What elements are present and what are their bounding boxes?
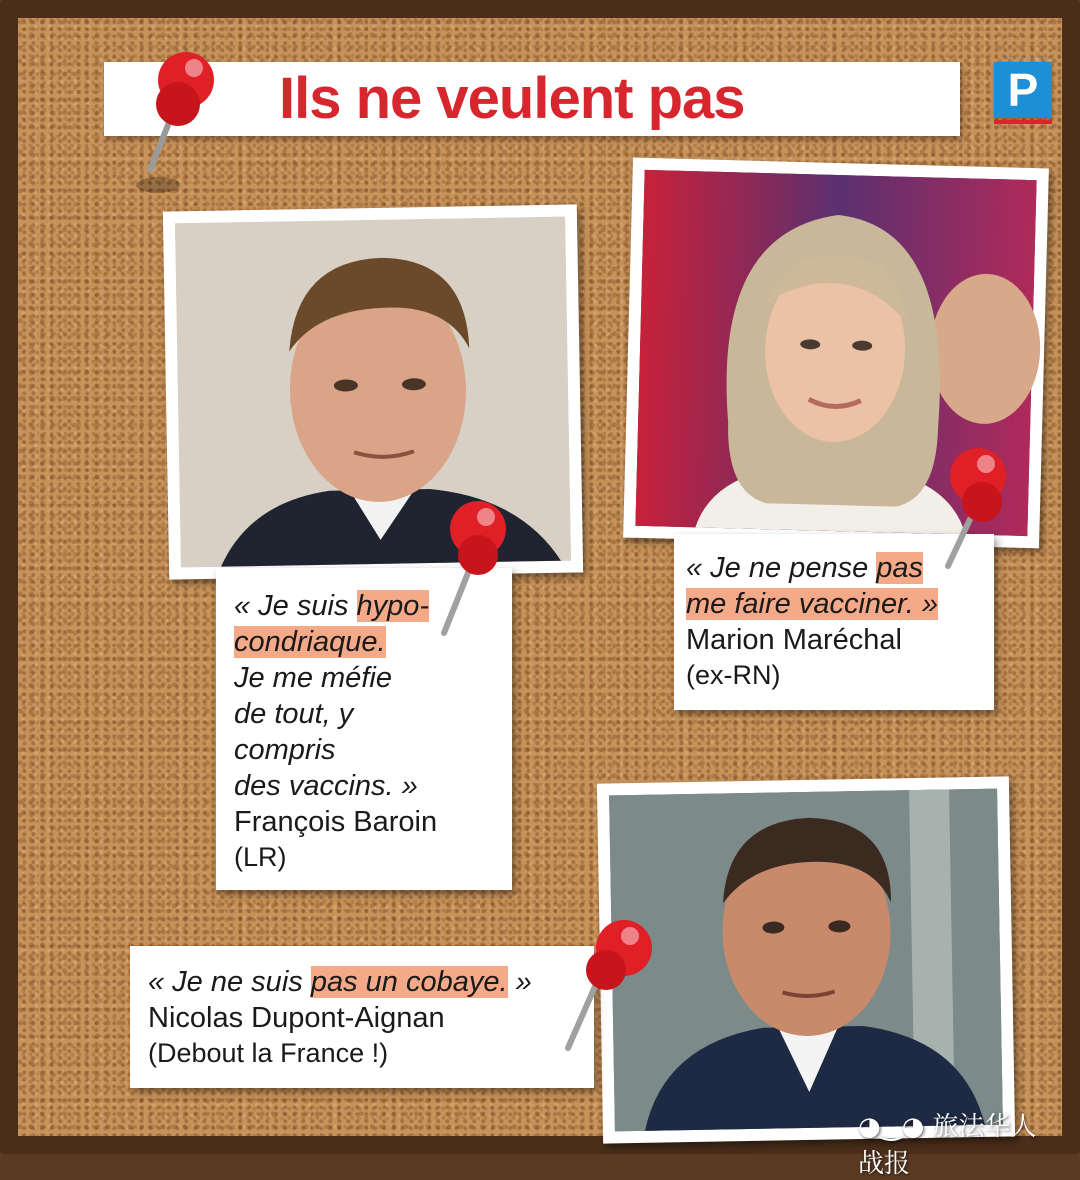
publisher-logo: P [994,62,1052,118]
photo-nicolas-dupont-aignan [597,776,1015,1143]
photo-francois-baroin [163,204,583,579]
push-pin-icon [538,908,638,1058]
speaker-party: (LR) [234,842,287,872]
speaker-name: Nicolas Dupont-Aignan [148,1002,445,1034]
push-pin-icon [918,438,1018,588]
push-pin-icon [416,493,516,643]
speaker-party: (Debout la France !) [148,1038,389,1068]
speaker-name: François Baroin [234,806,438,838]
quote-text: « Je ne pense pas me faire vacciner. » [686,552,938,620]
wechat-icon: ◕‿◕ [858,1112,925,1142]
watermark: ◕‿◕ 旅法华人战报 [858,1112,1037,1179]
portrait-illustration [609,789,1003,1132]
quote-text: « Je ne suis pas un cobaye. » [148,966,532,998]
push-pin-icon [128,40,228,190]
speaker-party: (ex-RN) [686,660,781,690]
quote-card-dupont-aignan [130,946,594,1088]
speaker-name: Marion Maréchal [686,624,902,656]
page-title: Ils ne veulent pas [279,66,745,131]
quote-text: « Je suis hypo- condriaque. Je me méfie de tout, y compris des vaccins. » [234,590,430,802]
title-banner [104,62,960,136]
